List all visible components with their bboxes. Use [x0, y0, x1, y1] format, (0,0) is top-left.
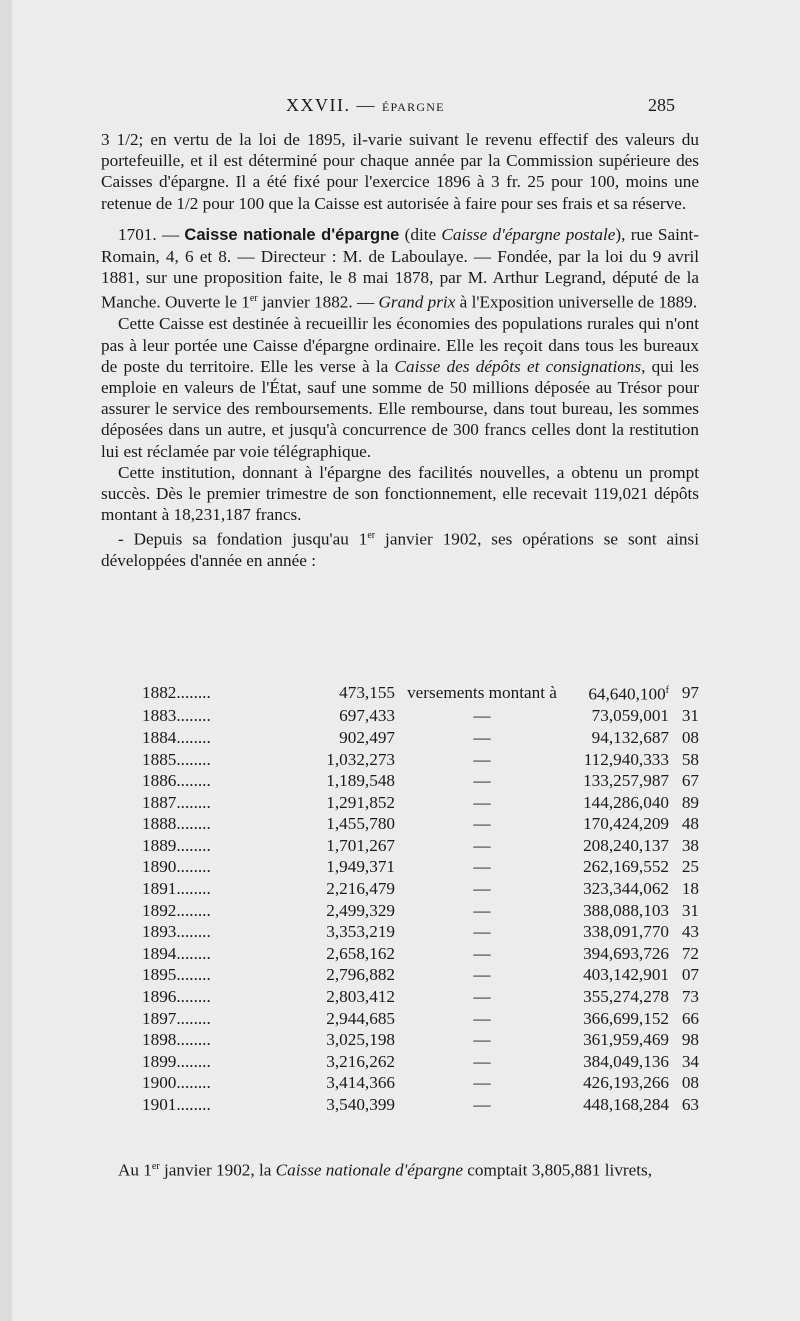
year: 1900 — [142, 1073, 177, 1093]
amount-cents: 89 — [681, 792, 699, 812]
amount-value: 355,274,278 — [583, 987, 669, 1007]
amount-cents: 31 — [681, 706, 699, 726]
table-row — [142, 943, 699, 965]
table-row — [142, 921, 699, 943]
para3-text-a: Cette Caisse est destinée à recueillir les économies des populations rurales qui n'ont pas à leur portée une Caisse d'épargne ordinaire. Elle les reçoit dans tous les bureaux de poste du territoire. Elle les verse à la — [101, 314, 699, 376]
para3-ref: Caisse des dépôts et consignations — [394, 356, 642, 376]
para5-text-b: janvier 1902, ses opérations se sont ainsi développées d'année en année : — [101, 530, 699, 571]
entry-paragraph — [101, 224, 699, 314]
entry-alt-pre: (dite — [399, 224, 442, 244]
ditto-mark: — — [473, 835, 491, 855]
amount-value: 394,693,726 — [583, 943, 669, 963]
deposit-count: 1,949,371 — [326, 857, 395, 877]
leader-dots: ........ — [176, 1095, 211, 1115]
ditto-mark: — — [473, 727, 491, 747]
final-paragraph — [101, 1156, 711, 1181]
entry-text-b: janvier 1882. — — [257, 293, 379, 313]
deposit-count: 1,032,273 — [326, 749, 395, 769]
year-cell — [142, 878, 267, 900]
amount-francs — [559, 835, 669, 857]
amount-cents: 08 — [681, 1073, 699, 1093]
entry-text-a: rue Saint-Romain, 4, 6 et 8. — Directeur : M. de Laboulaye. — Fondée, par la loi du 9 avril 1881, sur une proposition faite, le 8 mai 1878, par M. Arthur Legrand, député de la Manche. Ouverte le 1 — [101, 224, 699, 313]
amount-francs — [559, 878, 669, 900]
year: 1885 — [142, 749, 177, 769]
year: 1901 — [142, 1095, 177, 1115]
deposit-count: 2,944,685 — [326, 1008, 395, 1028]
ditto-mark: — — [473, 706, 491, 726]
amount-cents: 08 — [681, 727, 699, 747]
year-cell — [142, 856, 267, 878]
deposit-count: 697,433 — [339, 706, 395, 726]
leader-dots: ........ — [176, 922, 211, 942]
section-title: ÉPARGNE — [382, 100, 445, 114]
deposit-count: 902,497 — [339, 727, 395, 747]
amount-cents: 63 — [681, 1095, 699, 1115]
deposit-count: 2,216,479 — [326, 879, 395, 899]
amount-cents: 48 — [681, 814, 699, 834]
paragraph-1: 3 1/2; en vertu de la loi de 1895, il-varie suivant le revenu effectif des valeurs du portefeuille, et il est déterminé pour chaque année par la Commission supérieure des Caisses d'épargne. Il a été fixé pour l'exercice 1896 à 3 fr. 25 pour 100, moins une retenue de 1/2 pour 100 que la Caisse est autorisée à faire pour ses frais et sa réserve. — [101, 130, 699, 213]
leader-dots: ........ — [176, 835, 211, 855]
leader-dots: ........ — [176, 682, 211, 702]
amount-francs — [559, 770, 669, 792]
amount-francs — [559, 964, 669, 986]
amount-francs — [559, 792, 669, 814]
leader-dots: ........ — [176, 1008, 211, 1028]
amount-value: 208,240,137 — [583, 835, 669, 855]
ditto-mark: — — [473, 922, 491, 942]
year: 1887 — [142, 792, 177, 812]
amount-cents: 66 — [681, 1008, 699, 1028]
amount-francs — [559, 727, 669, 749]
deposit-count: 3,414,366 — [326, 1073, 395, 1093]
year: 1889 — [142, 835, 177, 855]
para3-text-b: , qui les emploie en valeurs de l'État, sauf une somme de 50 millions déposée au Trésor pour assurer le service des remboursements. Elle rembourse, dans tout bureau, les sommes déposées dans un autre, et jusqu'à concurrence de 300 francs celles dont la restitution lui est réclamée par voie télégraphique. — [101, 356, 699, 461]
page-number: 285 — [648, 95, 675, 115]
amount-cents: 07 — [681, 965, 699, 985]
year-cell — [142, 1008, 267, 1030]
amount-value: 361,959,469 — [583, 1030, 669, 1050]
table-row — [142, 856, 699, 878]
page-body — [101, 129, 699, 572]
table-row — [142, 727, 699, 749]
entry-sup: er — [249, 293, 258, 305]
table-row — [142, 900, 699, 922]
deposit-count: 2,803,412 — [326, 987, 395, 1007]
table-row — [142, 813, 699, 835]
para5-text-a: - Depuis sa fondation jusqu'au 1 — [118, 530, 368, 550]
year: 1886 — [142, 771, 177, 791]
table-row — [142, 792, 699, 814]
table-row — [142, 1008, 699, 1030]
amount-cents: 67 — [681, 771, 699, 791]
year-cell — [142, 986, 267, 1008]
year: 1884 — [142, 727, 177, 747]
leader-dots: ........ — [176, 1051, 211, 1071]
leader-dots: ........ — [176, 879, 211, 899]
year-cell — [142, 705, 267, 727]
ditto-mark: — — [473, 792, 491, 812]
leader-dots: ........ — [176, 771, 211, 791]
running-header — [0, 95, 800, 125]
paragraph-3 — [101, 313, 699, 461]
leader-dots: ........ — [176, 1030, 211, 1050]
ditto-mark: — — [473, 1008, 491, 1028]
entry-alt-post: ), — [615, 224, 626, 244]
amount-value: 426,193,266 — [583, 1073, 669, 1093]
ditto-mark: — — [473, 1095, 491, 1115]
deposits-table-body — [142, 680, 699, 1116]
year-cell — [142, 727, 267, 749]
leader-dots: ........ — [176, 792, 211, 812]
deposit-count: 473,155 — [339, 682, 395, 702]
deposits-table — [142, 680, 699, 1116]
year-cell — [142, 792, 267, 814]
year: 1894 — [142, 943, 177, 963]
year-cell — [142, 1029, 267, 1051]
entry-text-c: à l'Exposition universelle de 1889. — [455, 293, 698, 313]
paragraph-5 — [101, 525, 699, 571]
entry-award: Grand prix — [378, 293, 456, 313]
amount-cents: 73 — [681, 987, 699, 1007]
year-cell — [142, 1072, 267, 1094]
amount-value: 94,132,687 — [591, 727, 669, 747]
final-text-c: comptait 3,805,881 livrets, — [462, 1160, 653, 1180]
ditto-mark: — — [473, 814, 491, 834]
table-row — [142, 705, 699, 727]
year: 1892 — [142, 900, 177, 920]
ditto-mark: — — [473, 1073, 491, 1093]
amount-francs — [559, 1072, 669, 1094]
table-row — [142, 835, 699, 857]
deposit-count: 2,796,882 — [326, 965, 395, 985]
year: 1891 — [142, 879, 177, 899]
amount-francs — [559, 856, 669, 878]
ditto-mark: — — [473, 857, 491, 877]
year-cell — [142, 964, 267, 986]
ditto-mark: — — [473, 900, 491, 920]
amount-cents: 97 — [681, 682, 699, 702]
amount-cents: 25 — [681, 857, 699, 877]
currency-mark: f — [665, 685, 669, 696]
year-cell — [142, 835, 267, 857]
leader-dots: ........ — [176, 943, 211, 963]
amount-value: 366,699,152 — [583, 1008, 669, 1028]
year-cell — [142, 749, 267, 771]
amount-value: 64,640,100 — [588, 684, 666, 704]
table-row — [142, 986, 699, 1008]
entry-alt-name: Caisse d'épargne postale — [441, 224, 616, 244]
year: 1896 — [142, 987, 177, 1007]
leader-dots: ........ — [176, 706, 211, 726]
table-row — [142, 878, 699, 900]
year: 1890 — [142, 857, 177, 877]
leader-dots: ........ — [176, 857, 211, 877]
year-cell — [142, 770, 267, 792]
ditto-mark: — — [473, 987, 491, 1007]
year: 1895 — [142, 965, 177, 985]
deposit-count: 2,499,329 — [326, 900, 395, 920]
table-row — [142, 1029, 699, 1051]
leader-dots: ........ — [176, 987, 211, 1007]
leader-dots: ........ — [176, 965, 211, 985]
year-cell — [142, 900, 267, 922]
amount-francs — [559, 900, 669, 922]
header-dash: — — [356, 95, 376, 115]
amount-value: 144,286,040 — [583, 792, 669, 812]
ditto-mark: — — [473, 943, 491, 963]
year-cell — [142, 1051, 267, 1073]
amount-francs — [559, 986, 669, 1008]
amount-value: 338,091,770 — [583, 922, 669, 942]
deposit-count: 3,353,219 — [326, 922, 395, 942]
amount-value: 73,059,001 — [591, 706, 669, 726]
leader-dots: ........ — [176, 900, 211, 920]
amount-francs — [559, 1008, 669, 1030]
amount-value: 170,424,209 — [583, 814, 669, 834]
ditto-mark: — — [473, 771, 491, 791]
row-label: versements montant à — [407, 682, 557, 702]
year: 1898 — [142, 1030, 177, 1050]
year: 1893 — [142, 922, 177, 942]
table-row — [142, 964, 699, 986]
amount-value: 384,049,136 — [583, 1051, 669, 1071]
deposit-count: 1,189,548 — [326, 771, 395, 791]
amount-francs — [559, 749, 669, 771]
deposit-count: 1,291,852 — [326, 792, 395, 812]
final-text-a: Au 1 — [118, 1160, 152, 1180]
deposit-count: 2,658,162 — [326, 943, 395, 963]
year: 1899 — [142, 1051, 177, 1071]
deposit-count: 1,455,780 — [326, 814, 395, 834]
amount-cents: 72 — [681, 943, 699, 963]
final-sup: er — [151, 1161, 160, 1173]
table-row — [142, 680, 699, 705]
final-name: Caisse nationale d'épargne — [275, 1160, 463, 1180]
leader-dots: ........ — [176, 1073, 211, 1093]
year-cell — [142, 813, 267, 835]
table-row — [142, 749, 699, 771]
table-row — [142, 1051, 699, 1073]
year-cell — [142, 921, 267, 943]
amount-francs — [559, 1094, 669, 1116]
year: 1883 — [142, 706, 177, 726]
amount-francs — [559, 921, 669, 943]
ditto-mark: — — [473, 879, 491, 899]
ditto-mark: — — [473, 749, 491, 769]
paragraph-4: Cette institution, donnant à l'épargne des facilités nouvelles, a obtenu un prompt succès. Dès le premier trimestre de son fonctionnement, elle recevait 119,021 dépôts montant à 18,231,187 francs. — [101, 462, 699, 525]
leader-dots: ........ — [176, 727, 211, 747]
entry-title: Caisse nationale d'épargne — [184, 225, 400, 244]
final-text-b: janvier 1902, la — [159, 1160, 276, 1180]
amount-value: 448,168,284 — [583, 1095, 669, 1115]
amount-value: 112,940,333 — [583, 749, 669, 769]
amount-value: 388,088,103 — [583, 900, 669, 920]
amount-value: 403,142,901 — [583, 965, 669, 985]
deposit-count: 3,216,262 — [326, 1051, 395, 1071]
amount-francs — [559, 1029, 669, 1051]
running-title — [286, 95, 445, 116]
deposit-count: 1,701,267 — [326, 835, 395, 855]
amount-value: 323,344,062 — [583, 879, 669, 899]
amount-francs — [559, 813, 669, 835]
amount-francs — [559, 705, 669, 727]
amount-cents: 38 — [681, 835, 699, 855]
year: 1882 — [142, 682, 177, 702]
year: 1888 — [142, 814, 177, 834]
amount-cents: 34 — [681, 1051, 699, 1071]
amount-cents: 18 — [681, 879, 699, 899]
year-cell — [142, 943, 267, 965]
amount-cents: 31 — [681, 900, 699, 920]
table-row — [142, 1072, 699, 1094]
year-cell — [142, 680, 267, 705]
deposit-count: 3,025,198 — [326, 1030, 395, 1050]
ditto-mark: — — [473, 1051, 491, 1071]
leader-dots: ........ — [176, 814, 211, 834]
entry-number: 1701. — [118, 224, 157, 244]
leader-dots: ........ — [176, 749, 211, 769]
amount-cents: 43 — [681, 922, 699, 942]
ditto-mark: — — [473, 965, 491, 985]
amount-cents: 98 — [681, 1030, 699, 1050]
table-row — [142, 1094, 699, 1116]
para5-sup: er — [367, 530, 376, 542]
year: 1897 — [142, 1008, 177, 1028]
amount-francs — [559, 680, 669, 705]
amount-francs — [559, 943, 669, 965]
amount-francs — [559, 1051, 669, 1073]
amount-value: 133,257,987 — [583, 771, 669, 791]
table-row — [142, 770, 699, 792]
chapter-number: XXVII. — [286, 95, 351, 115]
ditto-mark: — — [473, 1030, 491, 1050]
amount-value: 262,169,552 — [583, 857, 669, 877]
year-cell — [142, 1094, 267, 1116]
deposit-count: 3,540,399 — [326, 1095, 395, 1115]
amount-cents: 58 — [681, 749, 699, 769]
entry-dash: — — [156, 224, 185, 244]
